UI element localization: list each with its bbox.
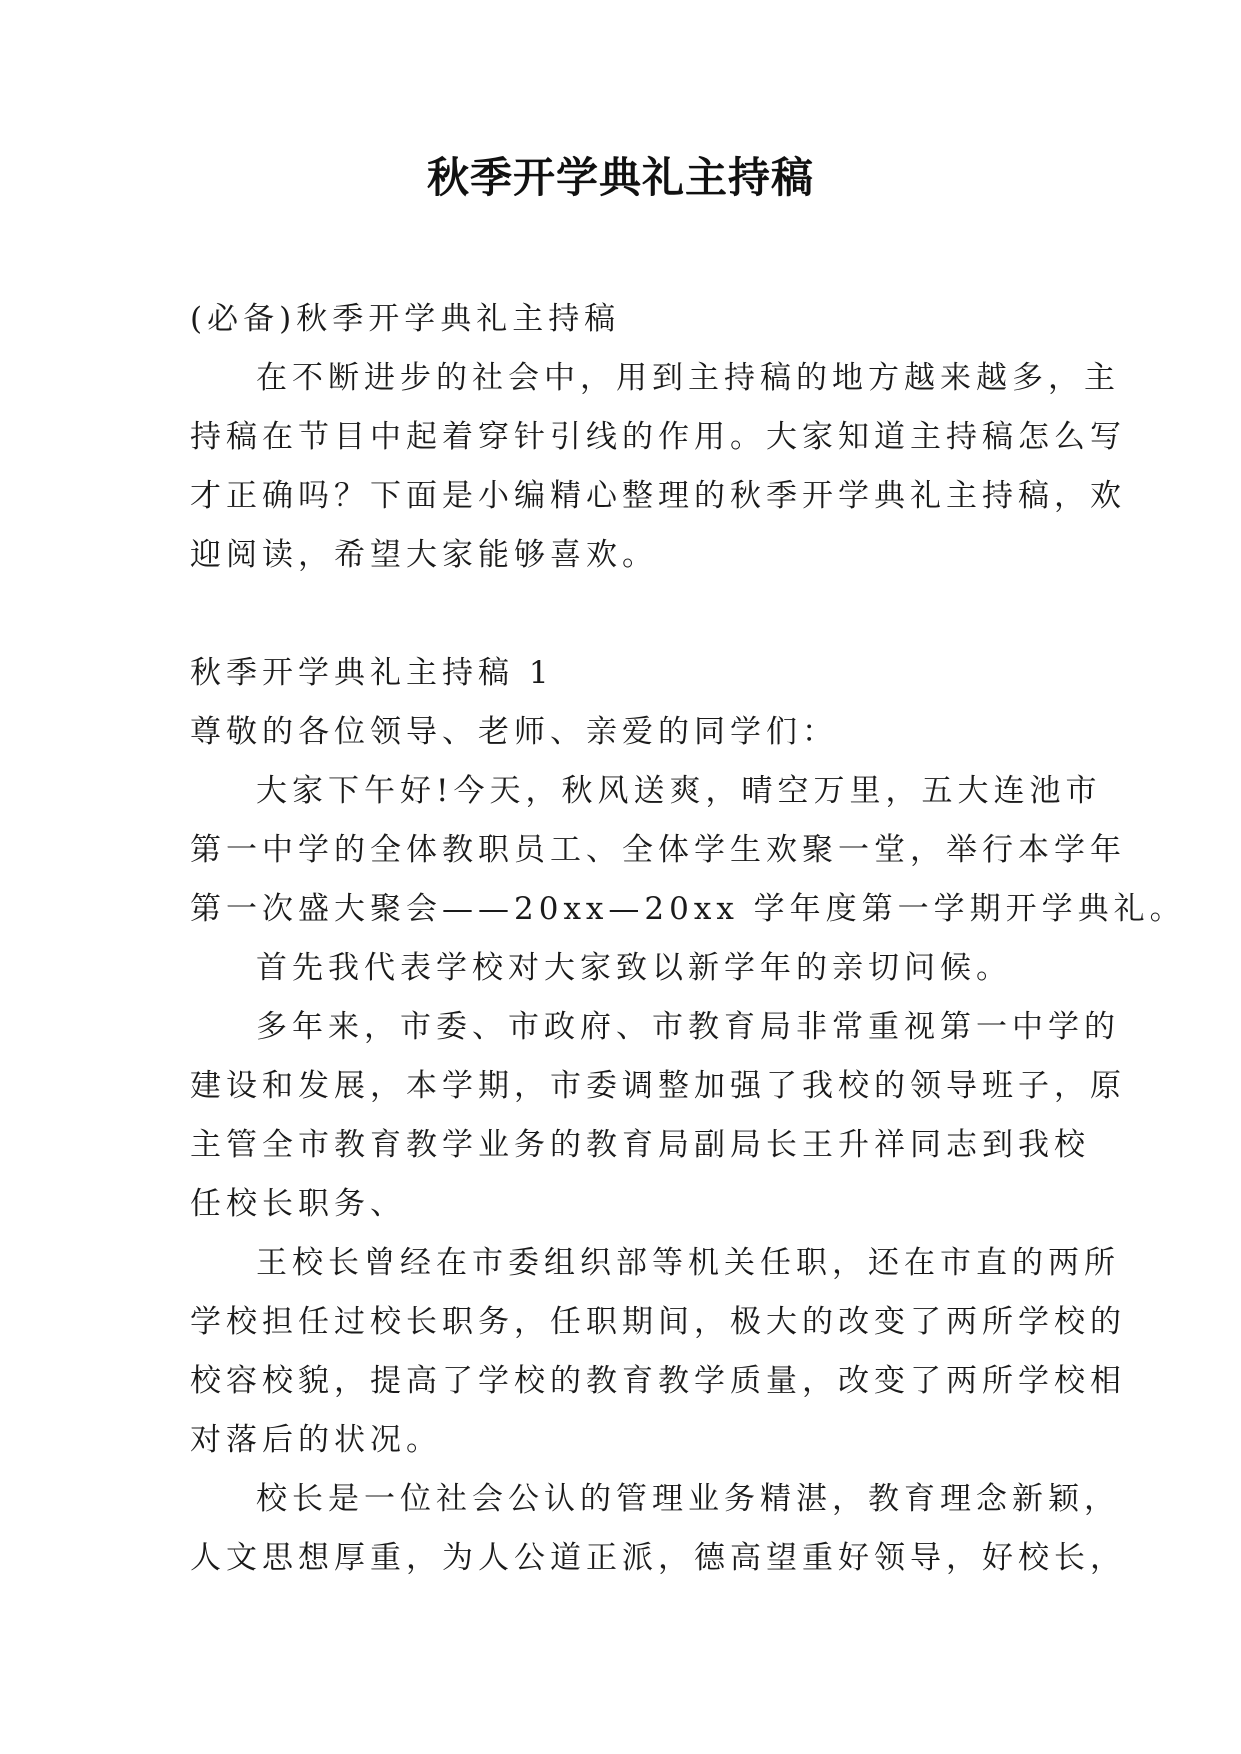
- paragraph-line: 多年来，市委、市政府、市教育局非常重视第一中学的: [256, 1009, 1120, 1045]
- paragraph-line: 主管全市教育教学业务的教育局副局长王升祥同志到我校: [190, 1127, 1090, 1163]
- paragraph-line: 第一中学的全体教职员工、全体学生欢聚一堂，举行本学年: [190, 832, 1126, 868]
- paragraph-line: 才正确吗？下面是小编精心整理的秋季开学典礼主持稿，欢: [190, 478, 1126, 514]
- paragraph-line: 建设和发展，本学期，市委调整加强了我校的领导班子，原: [190, 1068, 1126, 1104]
- paragraph-line: 校容校貌，提高了学校的教育教学质量，改变了两所学校相: [190, 1363, 1126, 1399]
- paragraph-line: 首先我代表学校对大家致以新学年的亲切问候。: [256, 950, 1012, 986]
- paragraph-line: 迎阅读，希望大家能够喜欢。: [190, 537, 658, 573]
- paragraph-line: 对落后的状况。: [190, 1422, 442, 1458]
- paragraph-line: 人文思想厚重，为人公道正派，德高望重好领导，好校长，: [190, 1540, 1126, 1576]
- paragraph-line: 校长是一位社会公认的管理业务精湛，教育理念新颖，: [256, 1481, 1120, 1517]
- paragraph-line: 王校长曾经在市委组织部等机关任职，还在市直的两所: [256, 1245, 1120, 1281]
- document-title: 秋季开学典礼主持稿: [426, 153, 814, 202]
- salutation-line: 尊敬的各位领导、老师、亲爱的同学们：: [190, 714, 838, 750]
- paragraph-line: 第一次盛大聚会——20xx—20xx 学年度第一学期开学典礼。: [190, 891, 1186, 927]
- paragraph-line: 任校长职务、: [190, 1186, 406, 1222]
- paragraph-line: 大家下午好!今天，秋风送爽，晴空万里，五大连池市: [256, 773, 1102, 809]
- subtitle-line: (必备)秋季开学典礼主持稿: [190, 301, 621, 337]
- blank-line: [190, 585, 1060, 644]
- paragraph-line: 在不断进步的社会中，用到主持稿的地方越来越多，主: [256, 360, 1120, 396]
- document-body: [190, 290, 1186, 1588]
- paragraph-line: 学校担任过校长职务，任职期间，极大的改变了两所学校的: [190, 1304, 1126, 1340]
- section-heading: 秋季开学典礼主持稿 1: [190, 655, 554, 691]
- paragraph-line: 持稿在节目中起着穿针引线的作用。大家知道主持稿怎么写: [190, 419, 1126, 455]
